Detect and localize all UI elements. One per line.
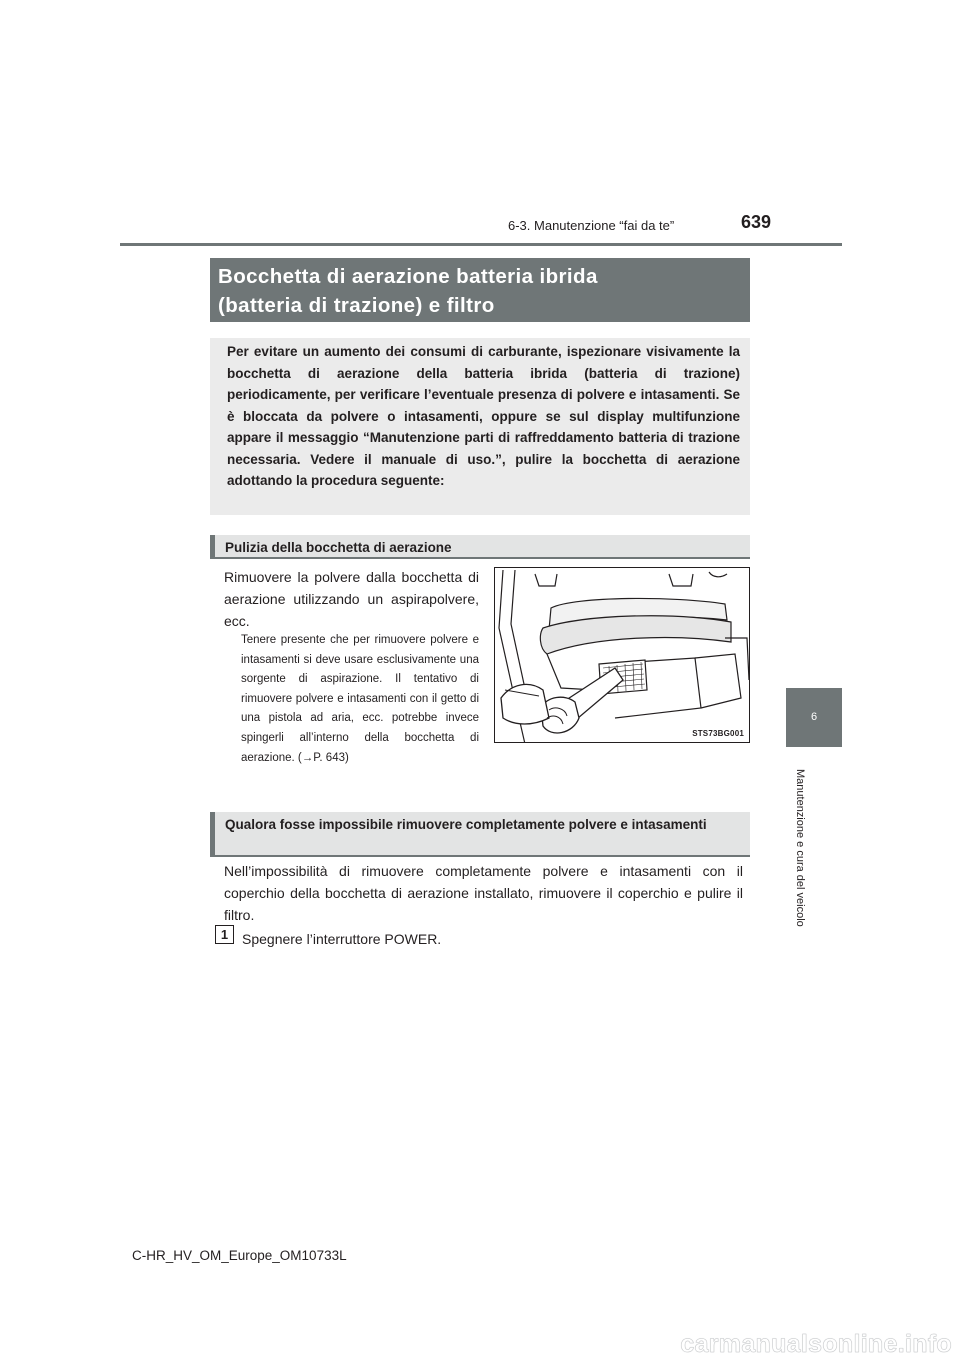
filter-instruction: Nell’impossibilità di rimuovere completamente polvere e intasamenti con il coperchio della bocchetta di aerazione installato, rimuovere il coperchio e pulire il filtro. [224,863,743,923]
vacuum-vent-illustration [494,567,750,743]
figure-code: STS73BG001 [692,729,744,738]
cleaning-note: Tenere presente che per rimuovere polvere e intasamenti si deve usare esclusivamente una sorgente di aspirazione. Il tentativo di rimuovere polvere e intasamenti con il getto di una pistola ad aria, ecc. potrebbe invece spingerli all’interno della bocchetta di aerazione. (→P. 643) [241,634,479,764]
section-heading-cleaning: Pulizia della bocchetta di aerazione [210,535,750,559]
header-divider [120,243,842,246]
vent-cleaning-drawing [495,568,750,743]
page-title-line-1: Bocchetta di aerazione batteria ibrida [218,265,598,288]
cleaning-instruction: Rimuovere la polvere dalla bocchetta di aerazione utilizzando un aspirapolvere, ecc. [224,569,479,629]
page-title-line-2: (batteria di trazione) e filtro [218,294,495,317]
section-heading-cannot-remove: Qualora fosse impossibile rimuovere completamente polvere e intasamenti [210,812,750,857]
watermark-logo: carmanualsonline.info [680,1330,952,1358]
chapter-section-label: 6-3. Manutenzione “fai da te” [508,218,675,233]
document-code: C-HR_HV_OM_Europe_OM10733L [132,1248,347,1263]
chapter-tab-label: Manutenzione e cura del veicolo [794,769,806,927]
page-title [210,258,750,322]
watermark-bar [0,1330,960,1358]
step-number-badge: 1 [215,925,234,944]
step-1-text: Spegnere l’interruttore POWER. [242,931,442,947]
page-number: 639 [741,212,772,232]
chapter-tab: 6 [786,688,842,747]
intro-paragraph: Per evitare un aumento dei consumi di carburante, ispezionare visivamente la bocchetta di aerazione della batteria ibrida (batteria di trazione) periodicamente, per verificare l’eventuale presenza di polvere e intasamenti. Se è bloccata da polvere o intasamenti, oppure se sul display multifunzione appare il messaggio “Manutenzione parti di raffreddamento batteria di trazione necessaria. Vedere il manuale di uso.”, pulire la bocchetta di aerazione adottando la procedura seguente: [210,338,750,515]
